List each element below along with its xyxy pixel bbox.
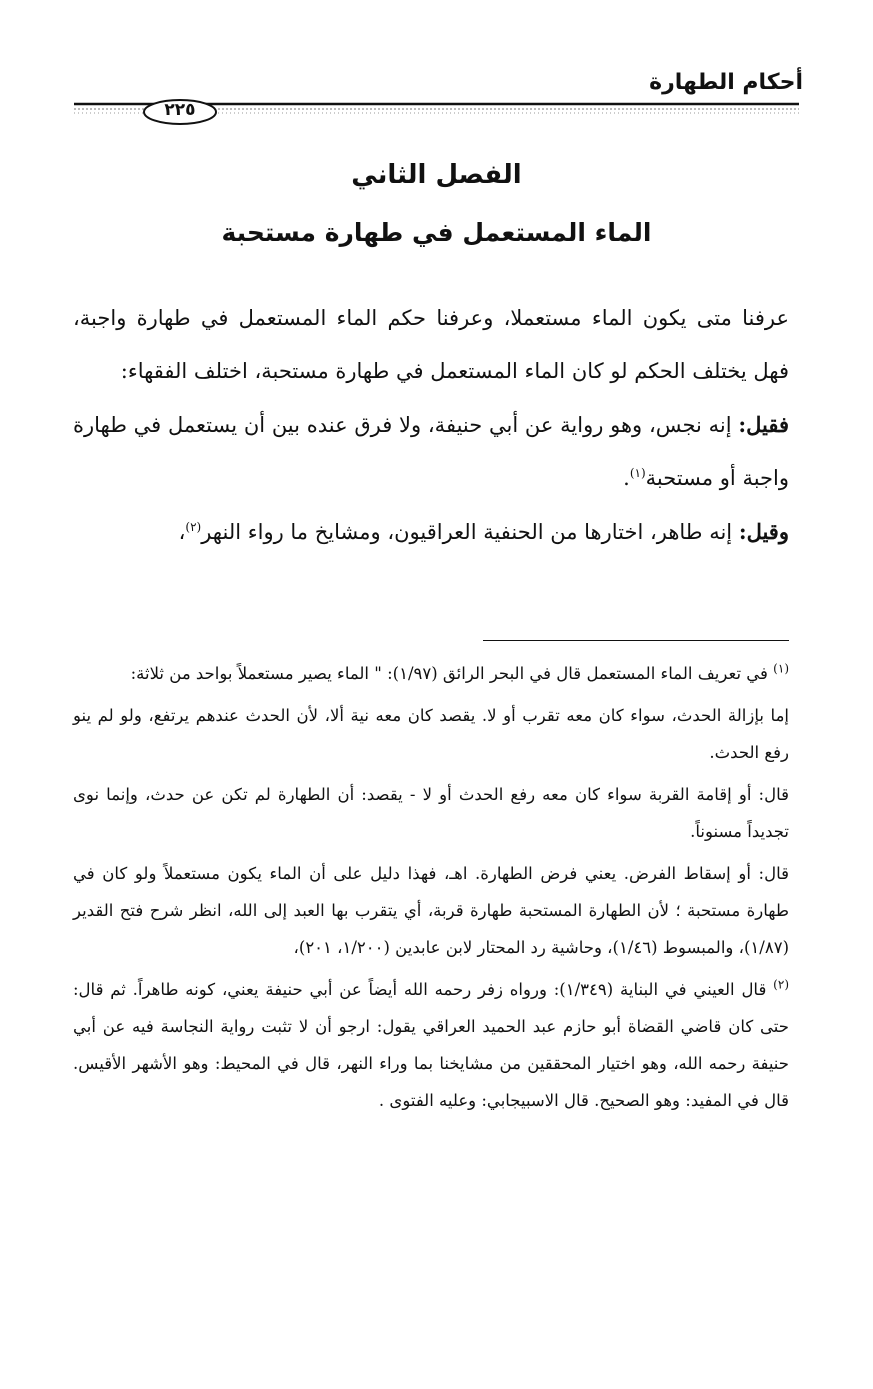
body-text — [73, 292, 789, 559]
footnote-2-marker: (٢) — [773, 977, 789, 992]
opinion-1-end: . — [623, 466, 630, 490]
footnote-1-text: في تعريف الماء المستعمل قال في البحر الرائق (١/٩٧): " الماء يصير مستعملاً بواحد من ثلاثة: — [130, 664, 774, 683]
opinion-2-lead: وقيل: — [738, 519, 789, 544]
opinion-2-text: إنه طاهر، اختارها من الحنفية العراقيون، ومشايخ ما رواء النهر — [201, 520, 739, 544]
footnote-2-text: قال العيني في البناية (١/٣٤٩): ورواه زفر رحمه الله أيضاً عن أبي حنيفة يعني، كونه طاهراً. ثم قال: حتى كان قاضي القضاة أبو حازم عبد الحميد العراقي يقول: ارجو أن لا تثبت رواية النجاسة فيه عن أبي حنيفة رحمه الله، وهو اختيار المحققين من مشايخنا بما وراء النهر، قال في المحيط: وهو الأشهر الأقيس. قال في المفيد: وهو الصحيح. قال الاسبيجابي: وعليه الفتوى . — [73, 980, 789, 1110]
footnote-1-intro — [73, 655, 789, 692]
footnote-1-item-2: قال: أو إقامة القربة سواء كان معه رفع الحدث أو لا - يقصد: أن الطهارة لم تكن عن حدث، وإنما نوى تجديداً مسنوناً. — [73, 785, 789, 841]
footnote-separator — [483, 640, 789, 641]
footnote-ref-1: (١) — [629, 466, 646, 480]
running-title: أحكام الطهارة — [649, 70, 803, 95]
opinion-paragraph-1 — [73, 398, 789, 505]
chapter-subtitle: الماء المستعمل في طهارة مستحبة — [221, 218, 652, 247]
footnotes — [73, 655, 789, 1124]
opinion-1-lead: فقيل: — [738, 412, 789, 437]
intro-paragraph: عرفنا متى يكون الماء مستعملا، وعرفنا حكم الماء المستعمل في طهارة واجبة، فهل يختلف الحكم لو كان الماء المستعمل في طهارة مستحبة، اختلف الفقهاء: — [73, 306, 789, 383]
opinion-paragraph-2 — [73, 505, 789, 559]
opinion-1-text: إنه نجس، وهو رواية عن أبي حنيفة، ولا فرق عنده بين أن يستعمل في طهارة واجبة أو مستحبة — [73, 413, 789, 490]
opinion-2-end: ، — [178, 520, 186, 544]
page-number: ٢٢٥ — [164, 100, 196, 120]
footnote-1-item-1: إما بإزالة الحدث، سواء كان معه تقرب أو لا. يقصد كان معه نية ألا، لأن الحدث عندهم يرتفع، ولو لم ينو رفع الحدث. — [73, 706, 789, 762]
footnote-1-item-3: قال: أو إسقاط الفرض. يعني فرض الطهارة. اهـ، فهذا دليل على أن الماء يكون مستعملاً ولو كان في طهارة مستحبة ؛ لأن الطهارة المستحبة طهارة قربة، أي يتقرب بها العبد إلى الله، انظر شرح فتح القدير (١/٨٧)، والمبسوط (١/٤٦)، وحاشية رد المحتار لابن عابدين (١/٢٠٠، ٢٠١)، — [73, 864, 789, 957]
chapter-title: الفصل الثاني — [351, 160, 522, 190]
footnote-ref-2: (٢) — [185, 520, 202, 534]
footnote-2 — [73, 971, 789, 1119]
footnote-1-marker: (١) — [773, 661, 789, 676]
